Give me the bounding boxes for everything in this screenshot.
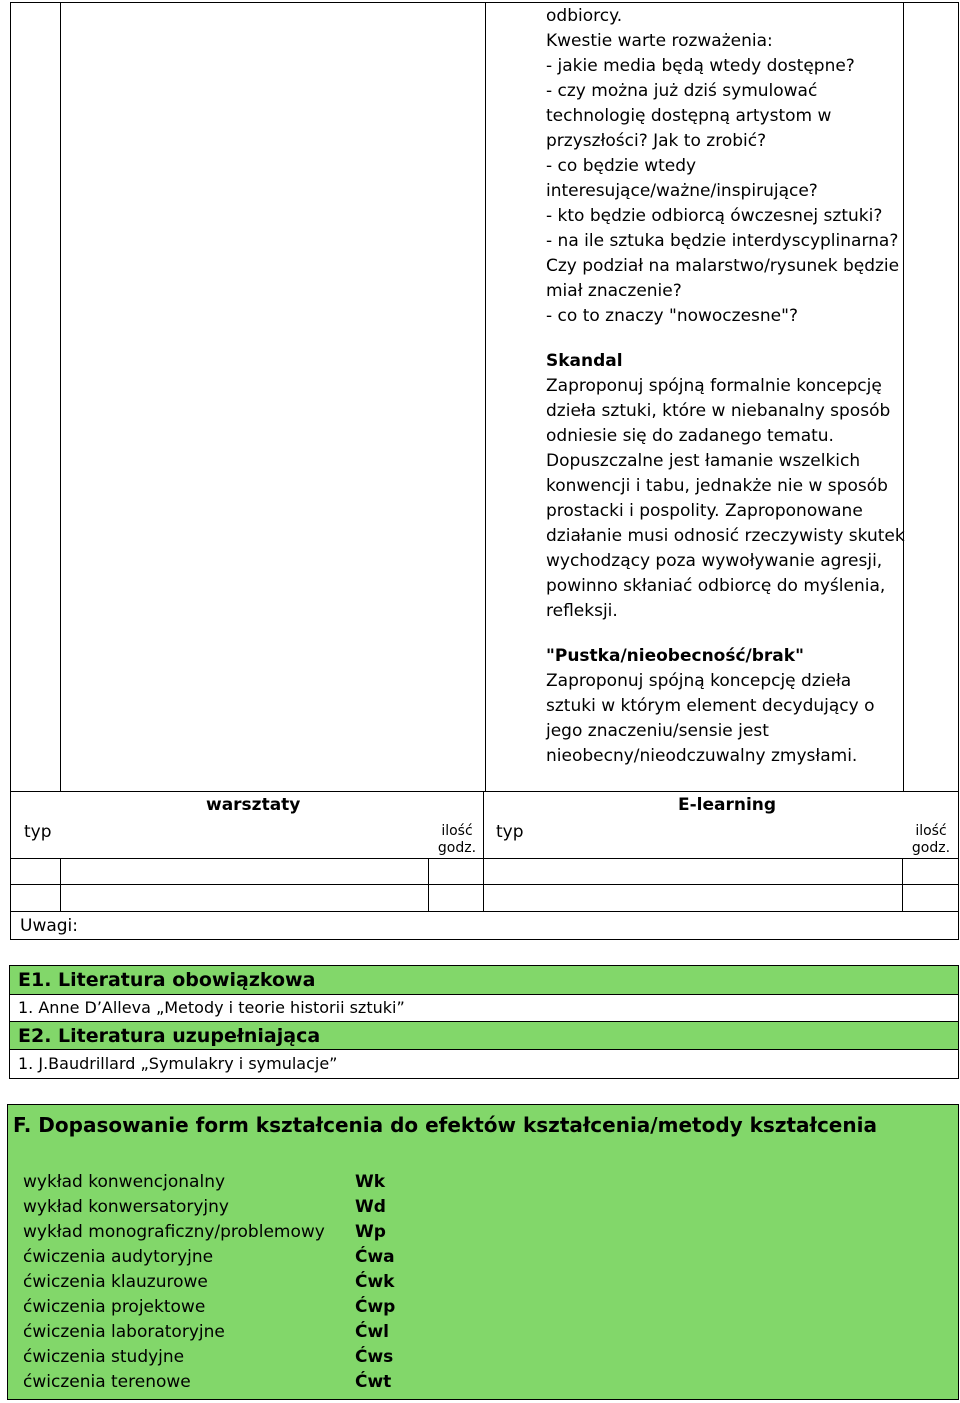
skandal-line: Zaproponuj spójną formalnie koncepcję [546,376,882,396]
form-label: ćwiczenia laboratoryjne [23,1322,225,1342]
skandal-line: działanie musi odnosić rzeczywisty skutek [546,526,905,546]
task-line: - co będzie wtedy [546,156,697,176]
task-line: interesujące/ważne/inspirujące? [546,181,818,201]
form-label: wykład monograficzny/problemowy [23,1222,325,1242]
elearning-typ-label: typ [496,822,524,842]
skandal-line: wychodzący poza wywoływanie agresji, [546,551,883,571]
elearning-godz-text: godz. [911,840,951,856]
skandal-title: Skandal [546,351,623,371]
task-line: miał znaczenie? [546,281,682,301]
forms-title: F. Dopasowanie form kształcenia do efektów kształcenia/metody kształcenia [13,1113,877,1137]
form-label: ćwiczenia audytoryjne [23,1247,214,1267]
form-label: ćwiczenia projektowe [23,1297,206,1317]
task-line: Kwestie warte rozważenia: [546,31,773,51]
form-code: Ćws [355,1347,394,1367]
task-line: Czy podział na malarstwo/rysunek będzie [546,256,900,276]
elearning-heading: E-learning [678,795,777,815]
supplementary-literature-title: E2. Literatura uzupełniająca [10,1021,958,1050]
warsztaty-heading: warsztaty [206,795,301,815]
elearning-ilosc-label [906,823,956,857]
task-line: - jakie media będą wtedy dostępne? [546,56,855,76]
literature-box [9,965,959,1079]
form-code: Wd [355,1197,386,1217]
form-code: Ćwp [355,1297,396,1317]
pustka-line: sztuki w którym element decydujący o [546,696,875,716]
form-label: wykład konwersatoryjny [23,1197,229,1217]
form-code: Ćwa [355,1247,395,1267]
skandal-line: konwencji i tabu, jednakże nie w sposób [546,476,888,496]
skandal-line: powinno skłaniać odbiorcę do myślenia, [546,576,886,596]
elearning-ilosc-text: ilość [915,823,947,839]
task-lines-top [546,4,902,329]
form-label: ćwiczenia studyjne [23,1347,185,1367]
warsztaty-ilosc-label [432,823,482,857]
form-code: Wp [355,1222,386,1242]
skandal-line: dzieła sztuki, które w niebanalny sposób [546,401,891,421]
supplementary-literature-item: 1. J.Baudrillard „Symulakry i symulacje” [10,1050,958,1077]
task-line: - czy można już dziś symulować [546,81,818,101]
task-line: - na ile sztuka będzie interdyscyplinarna? [546,231,899,251]
pustka-line: nieobecny/nieodczuwalny zmysłami. [546,746,858,766]
task-line: - co to znaczy "nowoczesne"? [546,306,798,326]
warsztaty-ilosc-text: ilość [441,823,473,839]
form-label: ćwiczenia klauzurowe [23,1272,208,1292]
skandal-lines [546,374,905,624]
form-code: Wk [355,1172,386,1192]
skandal-line: odniesie się do zadanego tematu. [546,426,834,446]
skandal-line: Dopuszczalne jest łamanie wszelkich [546,451,861,471]
form-label: wykład konwencjonalny [23,1172,226,1192]
form-code: Ćwl [355,1322,390,1342]
warsztaty-godz-text: godz. [437,840,477,856]
warsztaty-typ-label: typ [24,822,52,842]
form-code: Ćwt [355,1372,392,1392]
pustka-title: "Pustka/nieobecność/brak" [546,646,804,666]
task-line: - kto będzie odbiorcą ówczesnej sztuki? [546,206,883,226]
mandatory-literature-title: E1. Literatura obowiązkowa [10,966,958,995]
pustka-lines [546,669,902,769]
mandatory-literature-item: 1. Anne D’Alleva „Metody i teorie historii sztuki” [10,995,958,1021]
uwagi-label: Uwagi: [20,916,79,936]
form-code: Ćwk [355,1272,395,1292]
skandal-line: refleksji. [546,601,618,621]
pustka-line: jego znaczeniu/sensie jest [546,721,769,741]
task-line: odbiorcy. [546,6,623,26]
task-line: technologię dostępną artystom w [546,106,832,126]
task-description [546,4,905,769]
task-line: przyszłości? Jak to zrobić? [546,131,767,151]
skandal-line: prostacki i pospolity. Zaproponowane [546,501,863,521]
pustka-line: Zaproponuj spójną koncepcję dzieła [546,671,852,691]
form-label: ćwiczenia terenowe [23,1372,191,1392]
